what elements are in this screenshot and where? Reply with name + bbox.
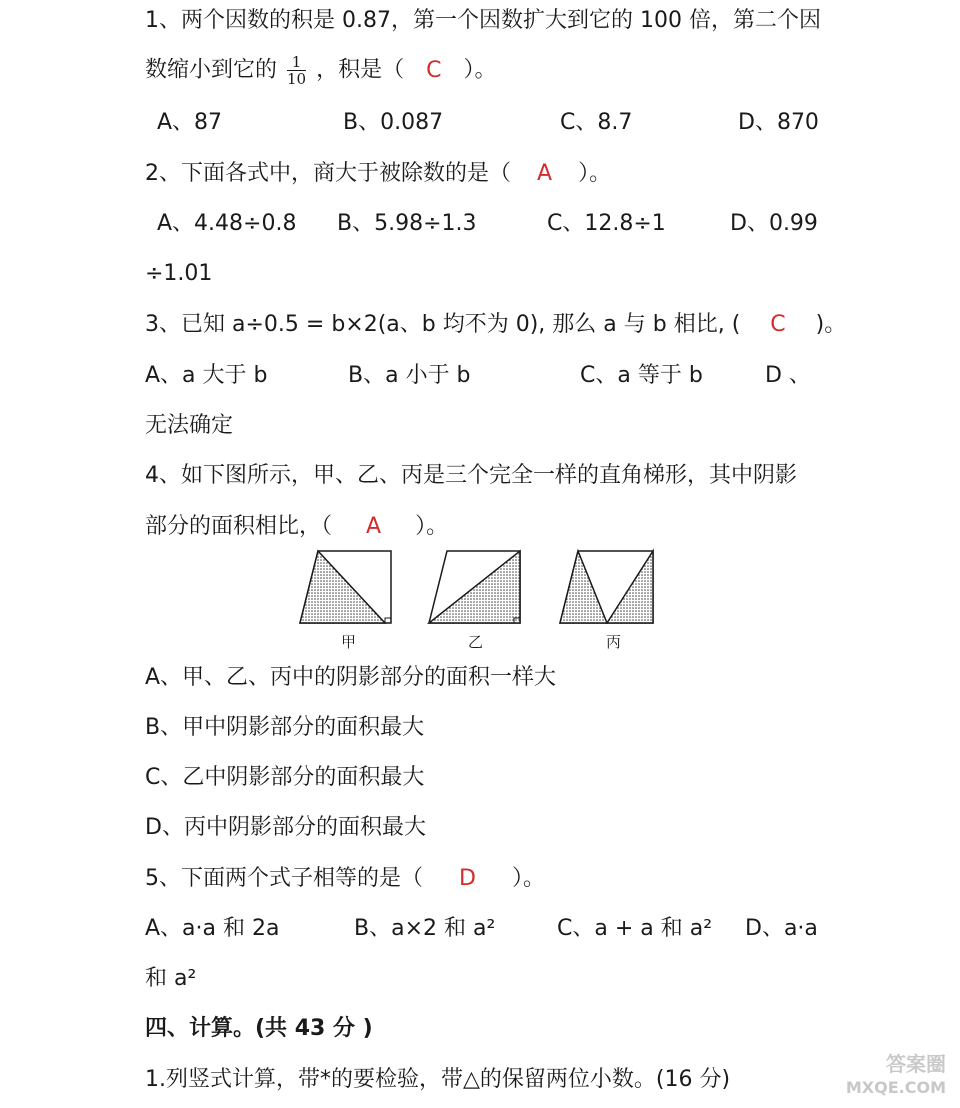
q4-line1: 4、如下图所示，甲、乙、丙是三个完全一样的直角梯形，其中阴影 — [145, 463, 797, 488]
watermark-line2: MXQE.COM — [845, 1078, 946, 1097]
q1-line2-pre: 数缩小到它的 — [145, 57, 278, 83]
trapezoid-jia — [300, 551, 391, 623]
q4-option-c: C、乙中阴影部分的面积最大 — [145, 765, 425, 790]
figure-label-yi: 乙 — [468, 633, 484, 651]
q1-fraction-numerator: 1 — [287, 54, 306, 71]
q1-line2-post: ，积是（ — [316, 57, 405, 83]
q1-option-b: B、0.087 — [343, 110, 444, 135]
section4-title: 四、计算。(共 43 分 ) — [145, 1016, 373, 1041]
q5-stem-line — [145, 864, 545, 894]
q2-option-b: B、5.98÷1.3 — [337, 211, 477, 236]
q3-option-c: C、a 等于 b — [580, 363, 703, 388]
q3-stem-line — [145, 310, 846, 340]
figure-label-jia: 甲 — [341, 633, 357, 651]
q2-option-d-wrap: ÷1.01 — [145, 261, 213, 286]
trapezoid-yi — [429, 551, 520, 623]
q1-close: ）。 — [463, 57, 497, 83]
q2-answer: A — [537, 161, 553, 186]
q2-stem-line — [145, 159, 611, 189]
q3-stem: 3、已知 a÷0.5 = b×2(a、b 均不为 0), 那么 a 与 b 相比, ( — [145, 312, 741, 337]
q5-option-a: A、a·a 和 2a — [145, 916, 280, 941]
q5-option-d: D、a·a — [745, 916, 818, 941]
q4-answer: A — [366, 514, 382, 539]
q3-option-d: D 、 — [765, 363, 811, 388]
q1-answer: C — [426, 57, 442, 83]
trapezoid-figures — [296, 547, 660, 629]
q5-answer: D — [459, 866, 476, 891]
q3-close: )。 — [815, 312, 847, 337]
q3-answer: C — [770, 312, 786, 337]
q5-stem: 5、下面两个式子相等的是（ — [145, 866, 423, 891]
q1-option-d: D、870 — [738, 110, 819, 135]
q2-option-a: A、4.48÷0.8 — [157, 211, 297, 236]
q4-line2 — [145, 512, 448, 542]
q3-option-a: A、a 大于 b — [145, 363, 268, 388]
q4-close: ）。 — [415, 514, 449, 539]
q2-option-d: D、0.99 — [730, 211, 818, 236]
q1-line2 — [145, 54, 497, 87]
q3-option-d-wrap: 无法确定 — [145, 413, 234, 438]
q5-option-d-wrap: 和 a² — [145, 966, 197, 991]
q1-option-c: C、8.7 — [560, 110, 633, 135]
q1-line1: 1、两个因数的积是 0.87，第一个因数扩大到它的 100 倍，第二个因 — [145, 8, 821, 33]
q1-option-a: A、87 — [157, 110, 223, 135]
q4-option-a: A、甲、乙、丙中的阴影部分的面积一样大 — [145, 665, 557, 690]
watermark — [846, 1052, 946, 1100]
q4-line2-text: 部分的面积相比，（ — [145, 514, 333, 539]
q5-option-b: B、a×2 和 a² — [354, 916, 496, 941]
section4-item1: 1.列竖式计算，带*的要检验，带△的保留两位小数。(16 分) — [145, 1067, 731, 1092]
watermark-line1: 答案圈 — [886, 1052, 946, 1076]
q2-option-c: C、12.8÷1 — [547, 211, 666, 236]
q1-fraction — [287, 54, 306, 87]
q2-close: ）。 — [578, 161, 612, 186]
q1-fraction-denominator: 10 — [287, 70, 307, 88]
q5-close: ）。 — [511, 866, 545, 891]
q4-option-d: D、丙中阴影部分的面积最大 — [145, 815, 426, 840]
q2-stem: 2、下面各式中，商大于被除数的是（ — [145, 161, 511, 186]
figure-label-bing: 丙 — [606, 633, 622, 651]
trapezoid-bing — [560, 551, 653, 623]
q3-option-b: B、a 小于 b — [348, 363, 471, 388]
q4-option-b: B、甲中阴影部分的面积最大 — [145, 715, 425, 740]
q5-option-c: C、a + a 和 a² — [557, 916, 713, 941]
